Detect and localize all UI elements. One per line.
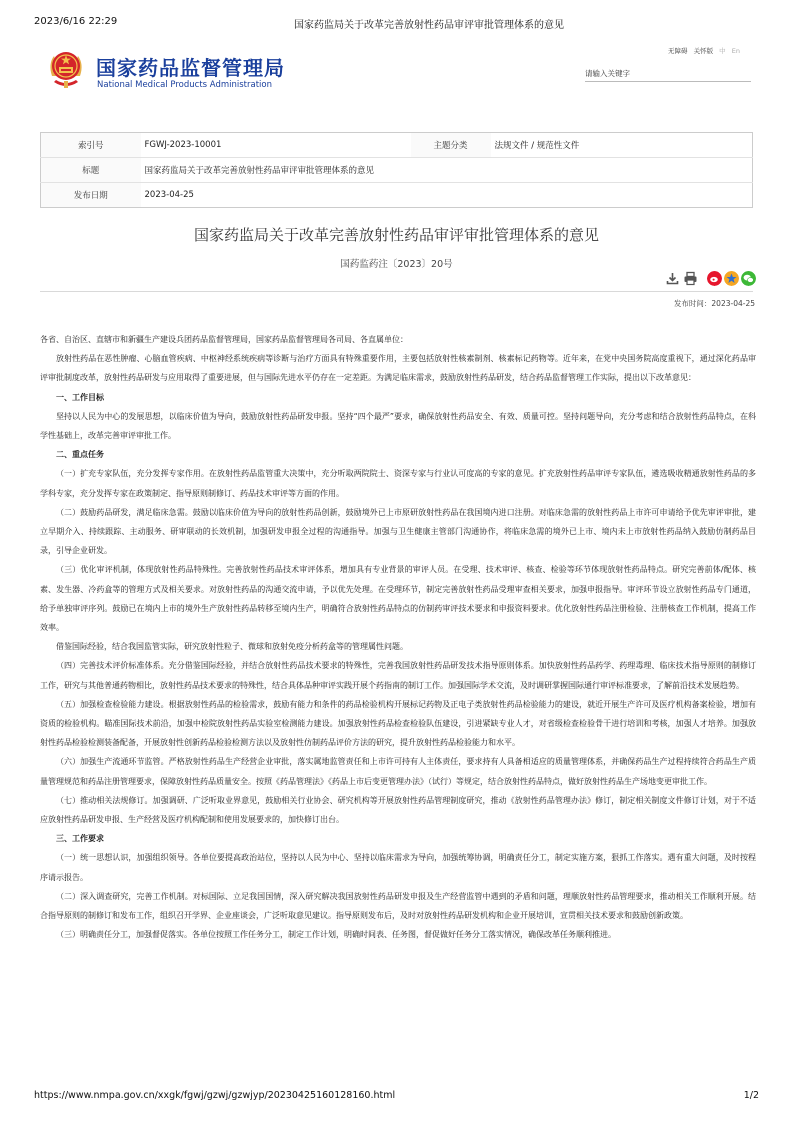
date-value: 2023-04-25 — [144, 190, 194, 200]
body-paragraph: 坚持以人民为中心的发展思想，以临床价值为导向，鼓励放射性药品研发申报。坚持“四个最严”要求，确保放射性药品安全、有效、质量可控。坚持问题导向，充分考虑和结合放射性药品特点，在科学性基础上，改革完善审评审批工作。 — [40, 411, 756, 441]
site-header — [42, 44, 751, 98]
body-paragraph: （二）深入调查研究，完善工作机制。对标国际、立足我国国情，深入研究解决我国放射性药品研发申报及生产经营监管中遇到的矛盾和问题，理顺放射性药品管理要求，推动相关工作顺利开展。结合指导原则的制修订和发布工作，组织召开学界、企业座谈会，广泛听取意见建议。指导原则发布后，及时对放射性药品研发机构和企业开展培训，宣贯相关技术要求和鼓励创新政策。 — [40, 891, 756, 921]
download-icon[interactable] — [665, 271, 680, 286]
category-label: 主题分类 — [411, 133, 491, 158]
document-number: 国药监药注〔2023〕20号 — [340, 259, 453, 270]
body-paragraph: 各省、自治区、直辖市和新疆生产建设兵团药品监督管理局，国家药品监督管理局各司局、各直属单位： — [40, 335, 408, 344]
page-number: 1/2 — [743, 1090, 759, 1101]
national-emblem-icon — [46, 46, 86, 90]
index-label: 索引号 — [41, 133, 141, 158]
section-heading: 二、重点任务 — [56, 450, 104, 460]
category-value: 法规文件 / 规范性文件 — [491, 133, 753, 158]
meta-row-date — [41, 183, 753, 208]
print-header — [34, 16, 759, 30]
care-mode-link[interactable]: 关怀版 — [693, 47, 714, 55]
lang-zh-link[interactable]: 中 — [719, 47, 726, 55]
section-heading: 一、工作目标 — [56, 392, 104, 402]
meta-row-index — [41, 133, 753, 158]
title-divider — [40, 291, 753, 292]
page-url: https://www.nmpa.gov.cn/xxgk/fgwj/gzwj/gzwjyp/20230425160128160.html — [34, 1090, 396, 1101]
body-paragraph: （三）明确责任分工，加强督促落实。各单位按照工作任务分工，制定工作计划，明确时间表、任务图，督促做好任务分工落实情况，确保改革任务顺利推进。 — [56, 930, 616, 940]
body-paragraph: （二）鼓励药品研发，满足临床急需。鼓励以临床价值为导向的放射性药品创新，鼓励境外已上市原研放射性药品在我国境内进口注册。对临床急需的放射性药品上市许可申请给予优先审评审批，建立早期介入、持续跟踪、主动服务、研审联动的长效机制，加强研发申报全过程的沟通指导。加强与卫生健康主管部门沟通协作，将临床急需的境外已上市、境内未上市放射性药品纳入鼓励仿制药品目录，引导企业研发。 — [40, 507, 756, 556]
site-name-cn[interactable]: 国家药品监督管理局 — [96, 56, 285, 80]
index-value: FGWJ-2023-10001 — [141, 133, 411, 158]
weibo-share-icon[interactable] — [707, 271, 722, 286]
document-body — [40, 330, 756, 945]
accessibility-link[interactable]: 无障碍 — [668, 47, 688, 55]
document-meta-table — [40, 132, 753, 208]
qzone-share-icon[interactable] — [724, 271, 739, 286]
body-paragraph: （七）推动相关法规修订。加强调研、广泛听取业界意见，鼓励相关行业协会、研究机构等开展放射性药品管理制度研究，推动《放射性药品管理办法》修订，制定相关制度文件修订计划，对于不适应放射性药品研发申报、生产经营及医疗机构配制和使用发展要求的，加快修订出台。 — [40, 795, 756, 825]
meta-row-title — [41, 158, 753, 183]
publish-time: 发布时间：2023-04-25 — [673, 299, 755, 308]
wechat-share-icon[interactable] — [741, 271, 756, 286]
date-label: 发布日期 — [41, 183, 141, 208]
document-title: 国家药监局关于改革完善放射性药品审评审批管理体系的意见 — [193, 226, 599, 244]
body-paragraph: （一）扩充专家队伍，充分发挥专家作用。在放射性药品监管重大决策中，充分听取两院院士、资深专家与行业认可度高的专家的意见。扩充放射性药品审评专家队伍，遴选吸收精通放射性药品的多学科专家，充分发挥专家在政策制定、指导原则制修订、药品技术审评等方面的作用。 — [40, 469, 756, 498]
body-paragraph: （四）完善技术评价标准体系。充分借鉴国际经验，并结合放射性药品技术要求的特殊性，完善我国放射性药品研发技术指导原则体系。加快放射性药品药学、药理毒理、临床技术指导原则的制修订工作，研究与其他普通药物相比，放射性药品技术要求的特殊性，结合具体品种审评实践开展个药指南的制订工作。加强国际学术交流，及时调研掌握国际通行审评标准要求，了解前沿技术发展趋势。 — [40, 661, 756, 690]
title-label: 标题 — [41, 158, 141, 183]
body-paragraph: （五）加强检查检验能力建设。根据放射性药品的检验需求，鼓励有能力和条件的药品检验机构开展标记药物及正电子类放射性药品检验能力的建设，就近开展生产许可及医疗机构备案检验，增加有资质的检验机构。瞄准国际技术前沿，加强中检院放射性药品实验室检测能力建设。加强放射性药品检查检验队伍建设，引进紧缺专业人才，对省级检查检验骨干进行培训和考核，加强人才培养。加强放射性药品检验检测装备配备，开展放射性创新药品检验检测方法以及放射性仿制药品评价方法的研究，提升放射性药品检验能力和水平。 — [40, 699, 756, 748]
body-paragraph: 放射性药品在恶性肿瘤、心脑血管疾病、中枢神经系统疾病等诊断与治疗方面具有特殊重要作用，主要包括放射性核素制剂、核素标记药物等。近年来，在党中央国务院高度重视下，通过深化药品审评审批制度改革，放射性药品研发与应用取得了重要进展，但与国际先进水平仍存在一定差距。为满足临床需求，鼓励放射性药品研发，结合药品监督管理工作实际，提出以下改革意见： — [40, 354, 756, 383]
body-paragraph: （三）优化审评机制，体现放射性药品特殊性。完善放射性药品技术审评体系，增加具有专业背景的审评人员。在受理、技术审评、核查、检验等环节体现放射性药品特点。研究完善前体/配体、核素、发生器、冷药盒等的管理方式及相关要求。对放射性药品的沟通交流申请，予以优先处理。在受理环节，制定完善放射性药品受理审查相关要求，加强申报指导。审评环节设立放射性药品专门通道，给予单独审评序列。鼓励已在境内上市的境外生产放射性药品转移至境内生产，明确符合放射性药品特点的仿制药审评技术要求和申报资料要求。优化放射性药品注册检验、注册核查工作机制，提高工作效率。 — [40, 565, 756, 633]
print-page-title: 国家药监局关于改革完善放射性药品审评审批管理体系的意见 — [294, 20, 564, 31]
body-paragraph: 借鉴国际经验，结合我国监管实际，研究放射性粒子、微球和放射免疫分析药盒等的管理属性问题。 — [56, 642, 408, 652]
title-value: 国家药监局关于改革完善放射性药品审评审批管理体系的意见 — [141, 158, 753, 183]
print-icon[interactable] — [683, 271, 698, 286]
top-links — [668, 46, 744, 55]
lang-en-link[interactable]: En — [731, 47, 740, 55]
section-heading: 三、工作要求 — [56, 834, 104, 844]
body-paragraph: （六）加强生产流通环节监管。严格放射性药品生产经营企业审批，落实属地监管责任和上市许可持有人主体责任，要求持有人具备相适应的质量管理体系，并确保药品生产过程持续符合药品生产质量管理规范和药品注册管理要求，保障放射性药品质量安全。按照《药品管理法》《药品上市后变更管理办法》（试行）等规定，结合放射性药品特点，做好放射性药品生产场地变更审批工作。 — [40, 757, 756, 786]
site-name-en: National Medical Products Administration — [97, 80, 272, 90]
body-paragraph: （一）统一思想认识，加强组织领导。各单位要提高政治站位，坚持以人民为中心、坚持以临床需求为导向，加强统筹协调，明确责任分工，制定实施方案，狠抓工作落实。遇有重大问题，及时按程序请示报告。 — [40, 853, 756, 882]
search-input[interactable]: 请输入关键字 — [585, 64, 751, 82]
print-footer — [34, 1090, 759, 1101]
print-date: 2023/6/16 22:29 — [34, 16, 118, 27]
